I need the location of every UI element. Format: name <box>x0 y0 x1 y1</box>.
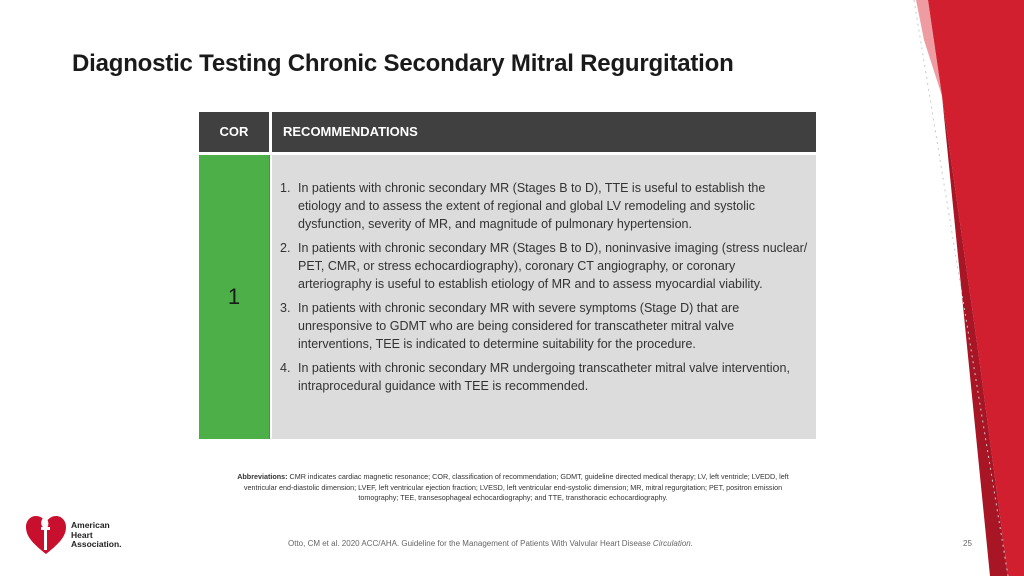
page-number: 25 <box>963 539 972 548</box>
recommendation-item <box>280 179 808 233</box>
recommendation-item <box>280 359 808 395</box>
abbreviations-note <box>228 472 798 504</box>
aha-logo-text: American Heart Association. <box>71 520 122 549</box>
recommendation-number: 1. <box>280 181 291 195</box>
recommendations-list <box>280 179 808 401</box>
recommendation-text: In patients with chronic secondary MR (Stages B to D), TTE is useful to establish the etiology and to assess the extent of regional and global LV remodeling and systolic dysfunction, severity of MR, and magnitude of pulmonary hypertension. <box>298 181 766 231</box>
header-separator <box>269 112 272 152</box>
citation-text: Otto, CM et al. 2020 ACC/AHA. Guideline for the Management of Patients With Valvular Heart Disease <box>288 539 653 548</box>
slide-title: Diagnostic Testing Chronic Secondary Mitral Regurgitation <box>72 50 734 77</box>
header-recommendations: RECOMMENDATIONS <box>283 124 418 139</box>
decorative-red-banner <box>912 0 1024 576</box>
recommendation-text: In patients with chronic secondary MR (Stages B to D), noninvasive imaging (stress nuclear/ PET, CMR, or stress echocardiography), coronary CT angiography, or coronary arteriography is useful to establish etiology of MR and to assess myocardial viability. <box>298 241 808 291</box>
header-cor: COR <box>219 124 249 139</box>
recommendation-text: In patients with chronic secondary MR with severe symptoms (Stage D) that are unresponsive to GDMT who are being considered for transcatheter mitral valve interventions, TEE is indicated to determine suitability for the procedure. <box>298 301 740 351</box>
abbreviations-text: CMR indicates cardiac magnetic resonance; COR, classification of recommendation; GDMT, guideline directed medical therapy; LV, left ventricle; LVEDD, left ventricular end-diastolic dimension; LVEF, left ventricular ejection fraction; LVESD, left ventricular end-systolic dimension; MR, mitral regurgitation; PET, positron emission tomography; TEE, transesophageal echocardiography; and TTE, transthoracic echocardiography. <box>243 472 789 502</box>
citation <box>288 539 693 548</box>
recommendation-text: In patients with chronic secondary MR undergoing transcatheter mitral valve intervention, intraprocedural guidance with TEE is recommended. <box>298 361 790 393</box>
recommendation-item <box>280 239 808 293</box>
cor-value: 1 <box>227 284 241 309</box>
abbreviations-label: Abbreviations: <box>237 472 288 481</box>
recommendation-number: 3. <box>280 301 291 315</box>
recommendation-number: 4. <box>280 361 291 375</box>
citation-journal: Circulation. <box>652 539 693 548</box>
recommendation-item <box>280 299 808 353</box>
recommendation-number: 2. <box>280 241 291 255</box>
